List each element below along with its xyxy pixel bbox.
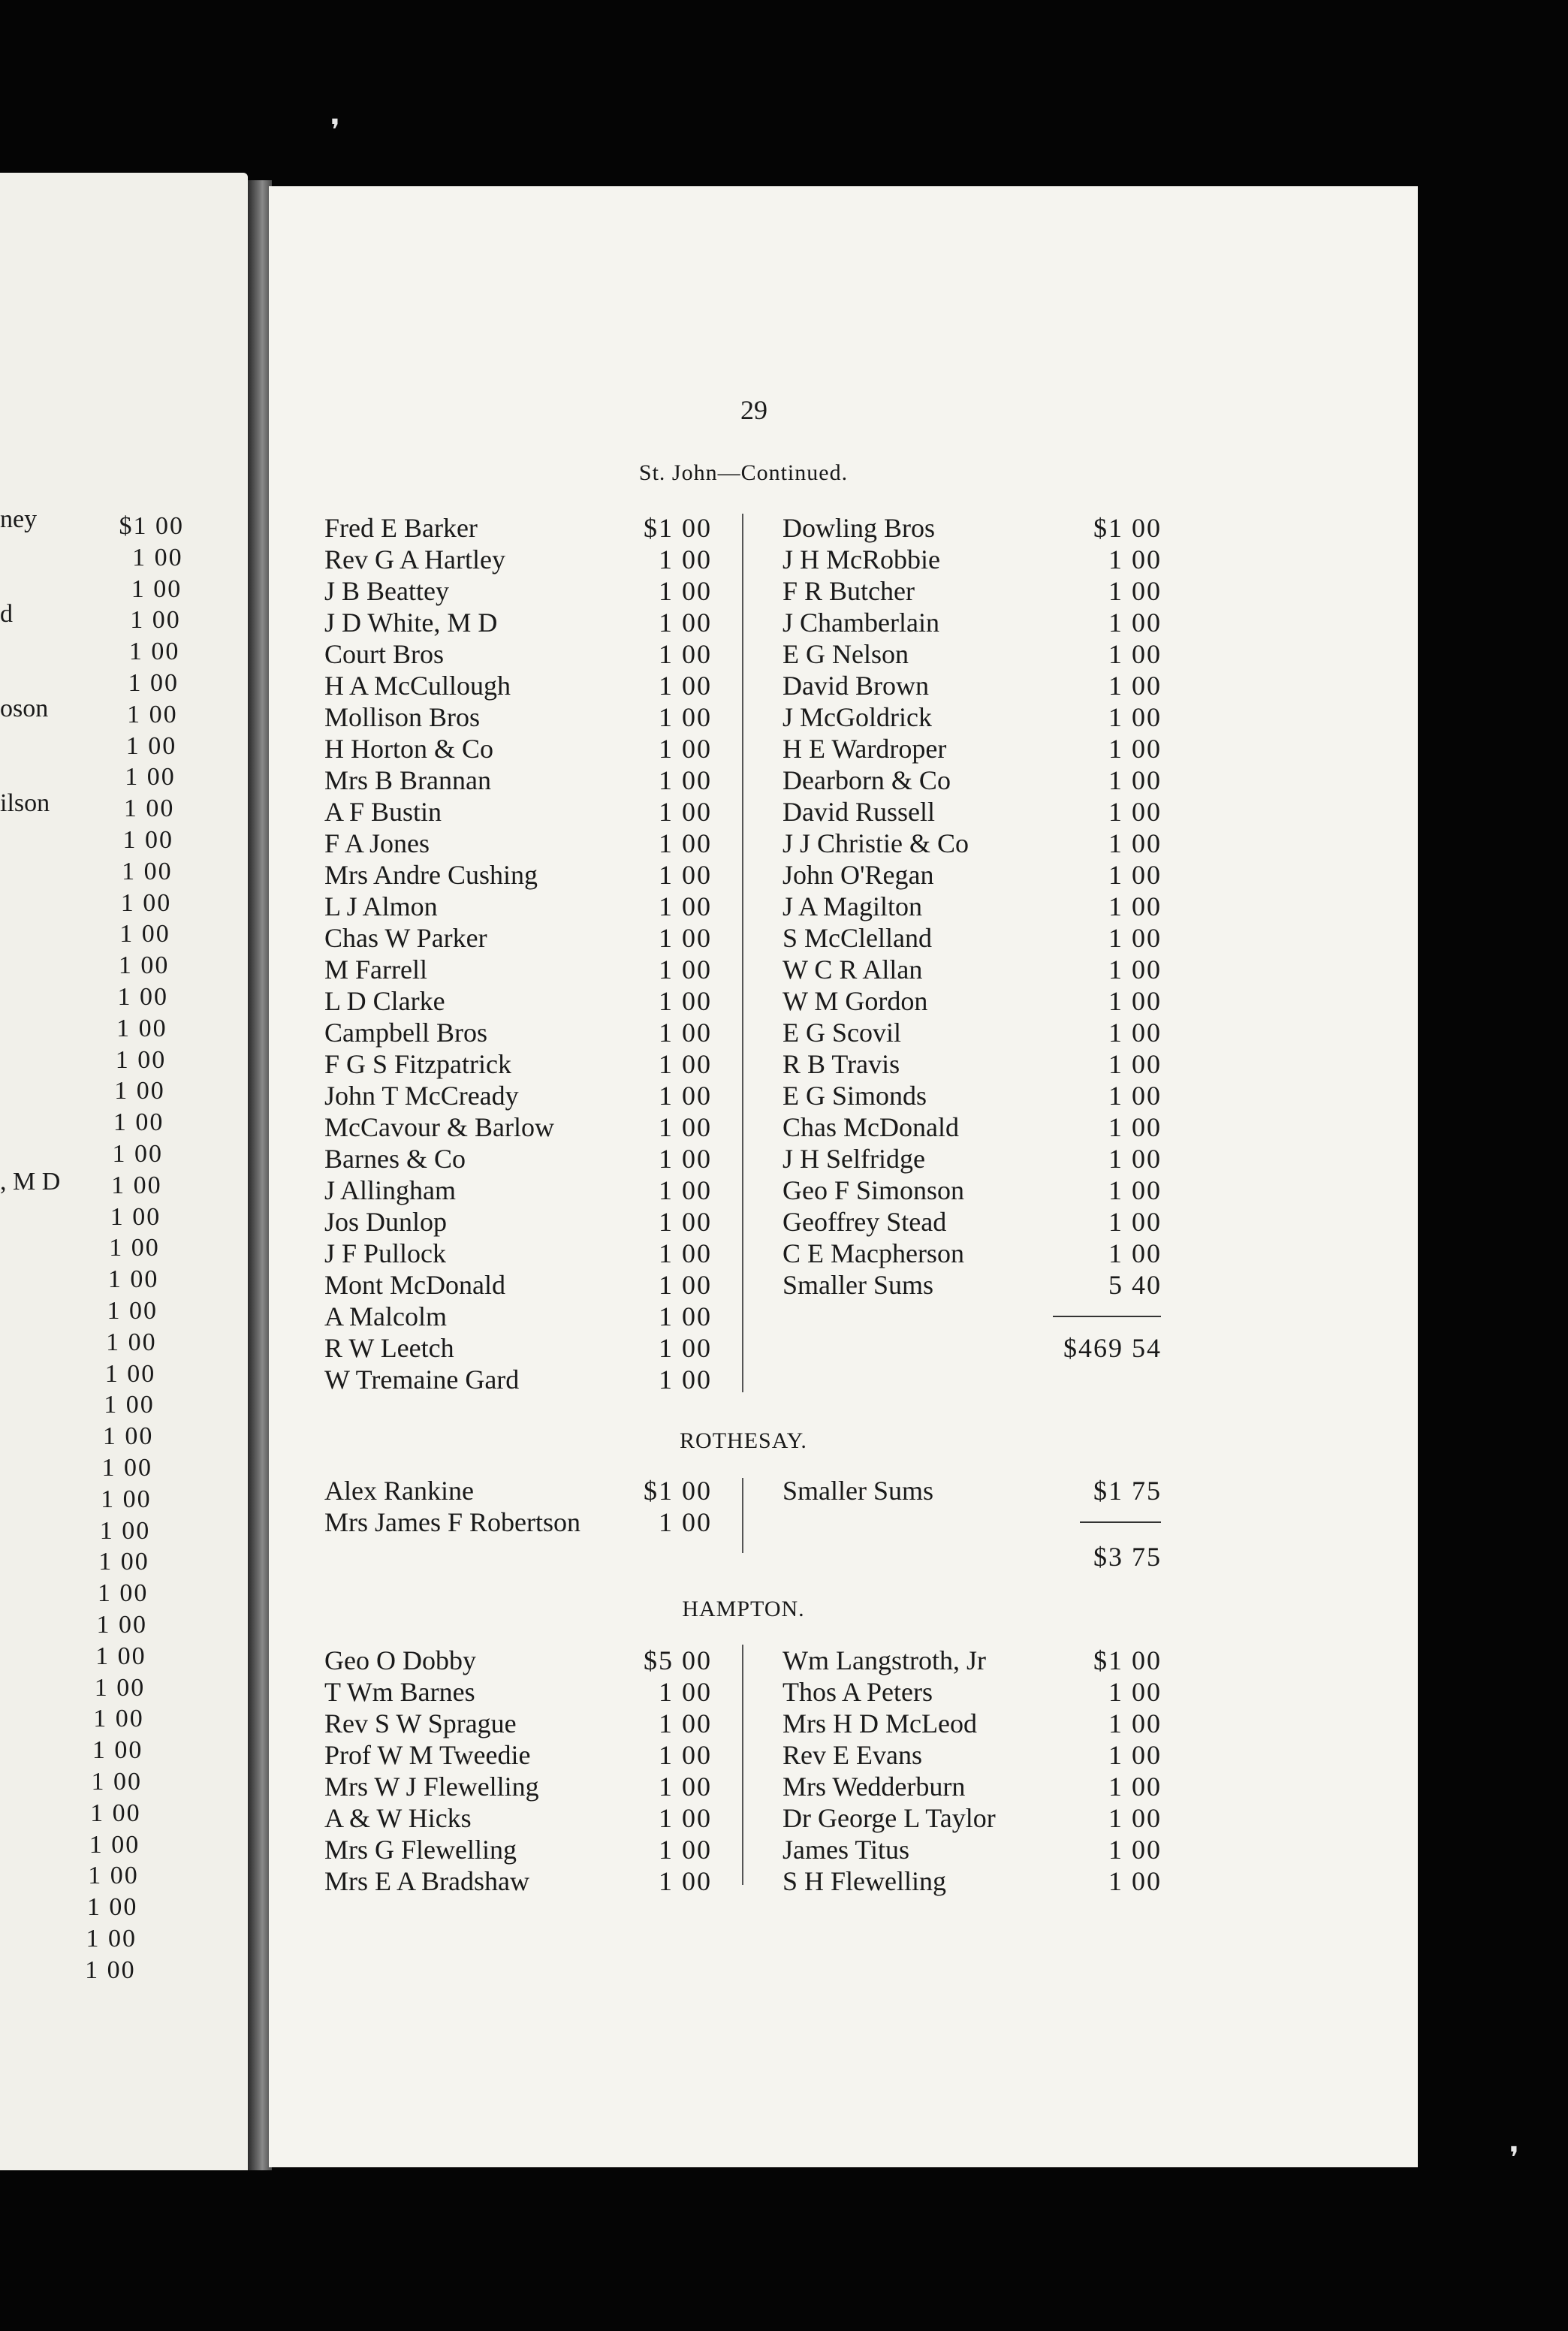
left-page-name-fragment: oson <box>0 695 49 722</box>
donor-name: E G Scovil <box>782 1018 901 1048</box>
left-page-amount: 1 00 <box>107 1297 158 1325</box>
donor-row <box>324 1645 712 1676</box>
donation-amount: $5 00 <box>644 1645 712 1675</box>
donor-name: H A McCullough <box>324 671 511 701</box>
donor-row <box>782 575 1162 607</box>
donor-name: Rev E Evans <box>782 1740 922 1770</box>
donor-name: F A Jones <box>324 828 430 858</box>
donation-amount: 1 00 <box>659 860 712 890</box>
donor-row <box>324 1506 712 1538</box>
donor-name: Geo F Simonson <box>782 1175 965 1205</box>
donation-amount: 1 00 <box>659 828 712 858</box>
donor-name: Dr George L Taylor <box>782 1803 996 1833</box>
donor-row <box>324 1017 712 1048</box>
donation-amount: 1 00 <box>659 891 712 921</box>
left-page-amount: 1 00 <box>110 1202 161 1231</box>
donor-name: W M Gordon <box>782 986 928 1016</box>
donor-name: Fred E Barker <box>324 513 478 543</box>
section-heading-hampton: HAMPTON. <box>682 1597 805 1621</box>
rothesay-total <box>782 1541 1162 1573</box>
donor-row <box>782 1771 1162 1802</box>
donor-name: Chas McDonald <box>782 1112 959 1142</box>
left-page-name-fragment: , M D <box>0 1168 61 1196</box>
donor-name: J B Beattey <box>324 576 449 606</box>
donor-row <box>324 1111 712 1143</box>
donor-row <box>324 1802 712 1834</box>
total-amount: $469 54 <box>1063 1333 1162 1363</box>
donation-amount: 1 00 <box>1108 1081 1162 1111</box>
donor-row <box>324 1238 712 1269</box>
donor-row <box>782 1708 1162 1739</box>
total-rule <box>1053 1316 1161 1317</box>
donor-name: Geo O Dobby <box>324 1645 476 1675</box>
left-page-amount: 1 00 <box>86 1893 138 1922</box>
donor-row <box>324 512 712 544</box>
donor-row <box>782 1048 1162 1080</box>
donation-amount: 1 00 <box>659 1207 712 1237</box>
donation-amount: 1 00 <box>1108 1740 1162 1770</box>
donor-name: J Chamberlain <box>782 608 939 638</box>
left-page-amount: 1 00 <box>93 1705 144 1733</box>
left-page-amount: 1 00 <box>106 1328 157 1356</box>
left-page-amount: 1 00 <box>112 1140 163 1168</box>
donation-amount: 5 40 <box>1108 1270 1162 1300</box>
donor-name: James Titus <box>782 1835 910 1865</box>
left-page-amount: 1 00 <box>130 606 181 635</box>
donation-amount: 1 00 <box>659 923 712 953</box>
donor-row <box>782 1238 1162 1269</box>
donor-row <box>324 638 712 670</box>
donation-amount: 1 00 <box>659 1238 712 1268</box>
donation-amount: 1 00 <box>1108 1049 1162 1079</box>
donor-name: H E Wardroper <box>782 734 947 764</box>
donor-row <box>324 1865 712 1897</box>
donation-amount: 1 00 <box>659 1803 712 1833</box>
donor-name: Smaller Sums <box>782 1270 934 1300</box>
donor-row <box>324 1332 712 1364</box>
donation-amount: 1 00 <box>1108 797 1162 827</box>
left-page-amount: 1 00 <box>86 1925 137 1953</box>
donation-amount: 1 00 <box>1108 1175 1162 1205</box>
left-page-amount: 1 00 <box>125 763 176 792</box>
donor-row <box>782 544 1162 575</box>
left-page-amount: 1 00 <box>99 1516 151 1545</box>
donor-name: Thos A Peters <box>782 1677 933 1707</box>
donor-name: W C R Allan <box>782 954 923 985</box>
donor-row <box>782 1475 1162 1506</box>
left-page-amount: 1 00 <box>95 1642 146 1670</box>
donation-amount: 1 00 <box>659 1270 712 1300</box>
donor-row <box>782 764 1162 796</box>
donation-amount: 1 00 <box>659 1333 712 1363</box>
donation-amount: 1 00 <box>659 1677 712 1707</box>
left-page-amount: 1 00 <box>111 1171 162 1199</box>
donation-amount: 1 00 <box>1108 1772 1162 1802</box>
donor-name: T Wm Barnes <box>324 1677 475 1707</box>
donor-name: C E Macpherson <box>782 1238 964 1268</box>
donor-name: Mrs James F Robertson <box>324 1507 580 1537</box>
column-divider <box>742 1645 743 1885</box>
donor-row <box>324 607 712 638</box>
donor-name: Rev G A Hartley <box>324 544 505 574</box>
donation-amount: 1 00 <box>659 544 712 574</box>
donor-name: Mrs Andre Cushing <box>324 860 538 890</box>
left-page-amount: 1 00 <box>123 795 175 823</box>
donation-amount: 1 00 <box>1108 1144 1162 1174</box>
donation-amount: $1 00 <box>644 1476 712 1506</box>
film-mark: ❜ <box>1509 2141 1519 2175</box>
left-page-amount: 1 00 <box>91 1768 142 1796</box>
donation-amount: 1 00 <box>1108 544 1162 574</box>
donor-row <box>324 922 712 954</box>
donor-row <box>324 796 712 828</box>
donor-name: Jos Dunlop <box>324 1207 448 1237</box>
donation-amount: 1 00 <box>1108 828 1162 858</box>
left-page-amount: 1 00 <box>101 1485 152 1513</box>
donation-amount: $1 00 <box>1093 513 1162 543</box>
donor-name: E G Nelson <box>782 639 909 669</box>
donor-row <box>782 1269 1162 1301</box>
donor-name: E G Simonds <box>782 1081 927 1111</box>
donor-row <box>324 701 712 733</box>
left-page-amount: 1 00 <box>94 1673 146 1702</box>
donor-name: Mollison Bros <box>324 702 481 732</box>
donor-row <box>782 733 1162 764</box>
donor-row <box>782 859 1162 891</box>
donor-row <box>324 891 712 922</box>
donor-row <box>324 1676 712 1708</box>
donor-row <box>324 1771 712 1802</box>
donor-name: R B Travis <box>782 1049 900 1079</box>
donor-name: J A Magilton <box>782 891 923 921</box>
donation-amount: 1 00 <box>659 1772 712 1802</box>
left-page-amount: 1 00 <box>122 826 173 854</box>
donation-amount: 1 00 <box>659 734 712 764</box>
donation-amount: 1 00 <box>1108 639 1162 669</box>
page-number: 29 <box>740 395 767 425</box>
donor-row <box>324 859 712 891</box>
donation-amount: 1 00 <box>659 608 712 638</box>
donation-amount: 1 00 <box>659 576 712 606</box>
left-page-amount: 1 00 <box>96 1611 147 1639</box>
total-rule <box>1080 1521 1161 1523</box>
donor-name: McCavour & Barlow <box>324 1112 554 1142</box>
donation-amount: 1 00 <box>1108 1835 1162 1865</box>
donation-amount: 1 00 <box>1108 1803 1162 1833</box>
donor-row <box>324 954 712 985</box>
donor-row <box>782 796 1162 828</box>
donor-row <box>324 1080 712 1111</box>
donor-row <box>324 1834 712 1865</box>
donor-name: L J Almon <box>324 891 438 921</box>
donor-row <box>782 1834 1162 1865</box>
donor-name: Mrs W J Flewelling <box>324 1772 539 1802</box>
donor-name: Campbell Bros <box>324 1018 487 1048</box>
donor-row <box>324 1364 712 1395</box>
left-page-amount: 1 00 <box>101 1454 152 1482</box>
donation-amount: 1 00 <box>659 765 712 795</box>
left-page-amount: 1 00 <box>128 669 179 697</box>
donation-amount: 1 00 <box>1108 1866 1162 1896</box>
donor-row <box>324 1301 712 1332</box>
donation-amount: 1 00 <box>659 1144 712 1174</box>
donor-name: Smaller Sums <box>782 1476 934 1506</box>
column-divider <box>742 1478 743 1553</box>
donor-name: J D White, M D <box>324 608 498 638</box>
left-page-amount: 1 00 <box>127 700 178 728</box>
donor-name: A Malcolm <box>324 1301 447 1331</box>
donation-amount: 1 00 <box>659 1708 712 1738</box>
left-page-amount: 1 00 <box>113 1108 164 1137</box>
donor-name: R W Leetch <box>324 1333 454 1363</box>
left-page-amount: 1 00 <box>104 1359 156 1388</box>
donation-amount: 1 00 <box>1108 765 1162 795</box>
left-page-amount: 1 00 <box>90 1799 141 1827</box>
left-page-amount: 1 00 <box>120 888 172 917</box>
donor-name: F R Butcher <box>782 576 915 606</box>
left-page-name-fragment: d <box>0 600 13 628</box>
donor-name: Dowling Bros <box>782 513 936 543</box>
donor-name: Prof W M Tweedie <box>324 1740 531 1770</box>
left-page-amount: 1 00 <box>116 1014 167 1042</box>
donor-row <box>324 575 712 607</box>
donor-name: L D Clarke <box>324 986 445 1016</box>
column-divider <box>742 514 743 1392</box>
donor-row <box>782 1143 1162 1175</box>
donor-row <box>782 670 1162 701</box>
donation-amount: 1 00 <box>659 1866 712 1896</box>
left-page-amount: 1 00 <box>85 1956 136 1984</box>
donor-name: Mrs E A Bradshaw <box>324 1866 529 1896</box>
donor-name: Mrs H D McLeod <box>782 1708 977 1738</box>
total-amount: $3 75 <box>1093 1542 1162 1572</box>
donor-row <box>782 638 1162 670</box>
donor-row <box>782 1080 1162 1111</box>
donor-row <box>782 1739 1162 1771</box>
donor-name: J J Christie & Co <box>782 828 969 858</box>
donation-amount: 1 00 <box>1108 1207 1162 1237</box>
donor-name: J F Pullock <box>324 1238 447 1268</box>
donation-amount: 1 00 <box>1108 576 1162 606</box>
donation-amount: $1 00 <box>644 513 712 543</box>
left-page-name-fragment: ney <box>0 505 38 533</box>
donor-name: David Brown <box>782 671 929 701</box>
donor-name: J H McRobbie <box>782 544 940 574</box>
donor-row <box>324 764 712 796</box>
donor-name: F G S Fitzpatrick <box>324 1049 511 1079</box>
donor-name: Chas W Parker <box>324 923 487 953</box>
donor-name: Mrs B Brannan <box>324 765 491 795</box>
donor-row <box>324 1739 712 1771</box>
donation-amount: 1 00 <box>659 1175 712 1205</box>
donor-row <box>782 1865 1162 1897</box>
donor-name: David Russell <box>782 797 935 827</box>
donation-amount: 1 00 <box>659 639 712 669</box>
section-heading-rothesay: ROTHESAY. <box>680 1428 807 1453</box>
donor-name: S McClelland <box>782 923 932 953</box>
donation-amount: $1 75 <box>1093 1476 1162 1506</box>
left-page-amount: 1 00 <box>102 1422 154 1451</box>
donor-row <box>782 607 1162 638</box>
donation-amount: 1 00 <box>1108 1112 1162 1142</box>
donor-name: J McGoldrick <box>782 702 932 732</box>
donor-name: A & W Hicks <box>324 1803 472 1833</box>
donor-row <box>782 1206 1162 1238</box>
left-page-name-fragment: ilson <box>0 789 50 817</box>
left-page-amount: 1 00 <box>118 951 170 980</box>
donation-amount: 1 00 <box>659 702 712 732</box>
donation-amount: 1 00 <box>1108 608 1162 638</box>
donation-amount: 1 00 <box>659 986 712 1016</box>
donor-name: Mont McDonald <box>324 1270 505 1300</box>
left-page-amount: 1 00 <box>125 731 177 760</box>
left-page-amount: 1 00 <box>109 1234 160 1262</box>
left-page-amount: 1 00 <box>132 543 183 571</box>
donation-amount: 1 00 <box>1108 1238 1162 1268</box>
section-heading-st-john: St. John—Continued. <box>638 460 849 485</box>
donor-row <box>782 922 1162 954</box>
donor-name: Mrs Wedderburn <box>782 1772 966 1802</box>
donation-amount: 1 00 <box>1108 923 1162 953</box>
donor-row <box>324 828 712 859</box>
donation-amount: 1 00 <box>1108 954 1162 985</box>
donor-name: John T McCready <box>324 1081 519 1111</box>
left-page-amount: 1 00 <box>104 1391 155 1419</box>
donation-amount: 1 00 <box>1108 891 1162 921</box>
donation-amount: 1 00 <box>1108 671 1162 701</box>
donation-amount: 1 00 <box>659 1835 712 1865</box>
donor-row <box>782 1802 1162 1834</box>
donor-row <box>782 985 1162 1017</box>
donor-row <box>782 1645 1162 1676</box>
left-page-amount: 1 00 <box>131 574 182 603</box>
left-page-amount: 1 00 <box>107 1265 159 1294</box>
donation-amount: 1 00 <box>659 797 712 827</box>
donor-row <box>324 1143 712 1175</box>
donor-name: J H Selfridge <box>782 1144 925 1174</box>
donor-name: Dearborn & Co <box>782 765 951 795</box>
left-page-amount: 1 00 <box>88 1862 139 1890</box>
left-page-amount: $1 00 <box>119 512 184 540</box>
left-page-amount: 1 00 <box>128 638 180 666</box>
donor-name: Court Bros <box>324 639 445 669</box>
donation-amount: 1 00 <box>659 954 712 985</box>
donation-amount: $1 00 <box>1093 1645 1162 1675</box>
donor-row <box>782 512 1162 544</box>
donation-amount: 1 00 <box>659 1018 712 1048</box>
donor-name: Wm Langstroth, Jr <box>782 1645 986 1675</box>
left-page-amount: 1 00 <box>114 1077 165 1105</box>
donor-name: H Horton & Co <box>324 734 493 764</box>
st-john-total <box>782 1332 1162 1364</box>
donor-row <box>324 544 712 575</box>
donation-amount: 1 00 <box>1108 1677 1162 1707</box>
donor-name: Barnes & Co <box>324 1144 466 1174</box>
donor-name: S H Flewelling <box>782 1866 947 1896</box>
donor-name: John O'Regan <box>782 860 934 890</box>
donation-amount: 1 00 <box>659 1507 712 1537</box>
donor-name: A F Bustin <box>324 797 442 827</box>
left-page-amount: 1 00 <box>122 857 173 885</box>
donor-row <box>782 1175 1162 1206</box>
left-page-amount: 1 00 <box>119 920 170 948</box>
donation-amount: 1 00 <box>1108 860 1162 890</box>
donor-row <box>324 1048 712 1080</box>
donation-amount: 1 00 <box>1108 702 1162 732</box>
donor-row <box>324 1269 712 1301</box>
donation-amount: 1 00 <box>1108 986 1162 1016</box>
donation-amount: 1 00 <box>1108 1708 1162 1738</box>
donation-amount: 1 00 <box>1108 734 1162 764</box>
donor-row <box>324 670 712 701</box>
donor-name: Geoffrey Stead <box>782 1207 947 1237</box>
donor-name: Mrs G Flewelling <box>324 1835 517 1865</box>
donor-row <box>324 1175 712 1206</box>
donor-row <box>782 1017 1162 1048</box>
donation-amount: 1 00 <box>659 1365 712 1395</box>
donation-amount: 1 00 <box>659 1049 712 1079</box>
left-page-amount: 1 00 <box>89 1830 140 1859</box>
donor-row <box>324 733 712 764</box>
donation-amount: 1 00 <box>1108 1018 1162 1048</box>
donor-row <box>324 1708 712 1739</box>
donor-row <box>782 891 1162 922</box>
donation-amount: 1 00 <box>659 1081 712 1111</box>
donor-row <box>782 701 1162 733</box>
donor-row <box>782 1111 1162 1143</box>
donor-name: Rev S W Sprague <box>324 1708 517 1738</box>
donor-name: W Tremaine Gard <box>324 1365 520 1395</box>
donation-amount: 1 00 <box>659 1740 712 1770</box>
film-mark: ❜ <box>330 113 340 147</box>
donor-name: M Farrell <box>324 954 427 985</box>
donation-amount: 1 00 <box>659 1112 712 1142</box>
donor-row <box>782 954 1162 985</box>
donation-amount: 1 00 <box>659 1301 712 1331</box>
donor-name: J Allingham <box>324 1175 457 1205</box>
left-page-amount: 1 00 <box>115 1045 167 1074</box>
donor-row <box>324 1475 712 1506</box>
donor-row <box>782 828 1162 859</box>
left-page-amount: 1 00 <box>92 1736 143 1765</box>
left-page-amount: 1 00 <box>117 983 168 1011</box>
donor-row <box>324 1206 712 1238</box>
left-page-amount: 1 00 <box>97 1579 149 1608</box>
donor-row <box>324 985 712 1017</box>
left-page-amount: 1 00 <box>98 1548 149 1576</box>
donation-amount: 1 00 <box>659 671 712 701</box>
donor-row <box>782 1676 1162 1708</box>
donor-name: Alex Rankine <box>324 1476 474 1506</box>
